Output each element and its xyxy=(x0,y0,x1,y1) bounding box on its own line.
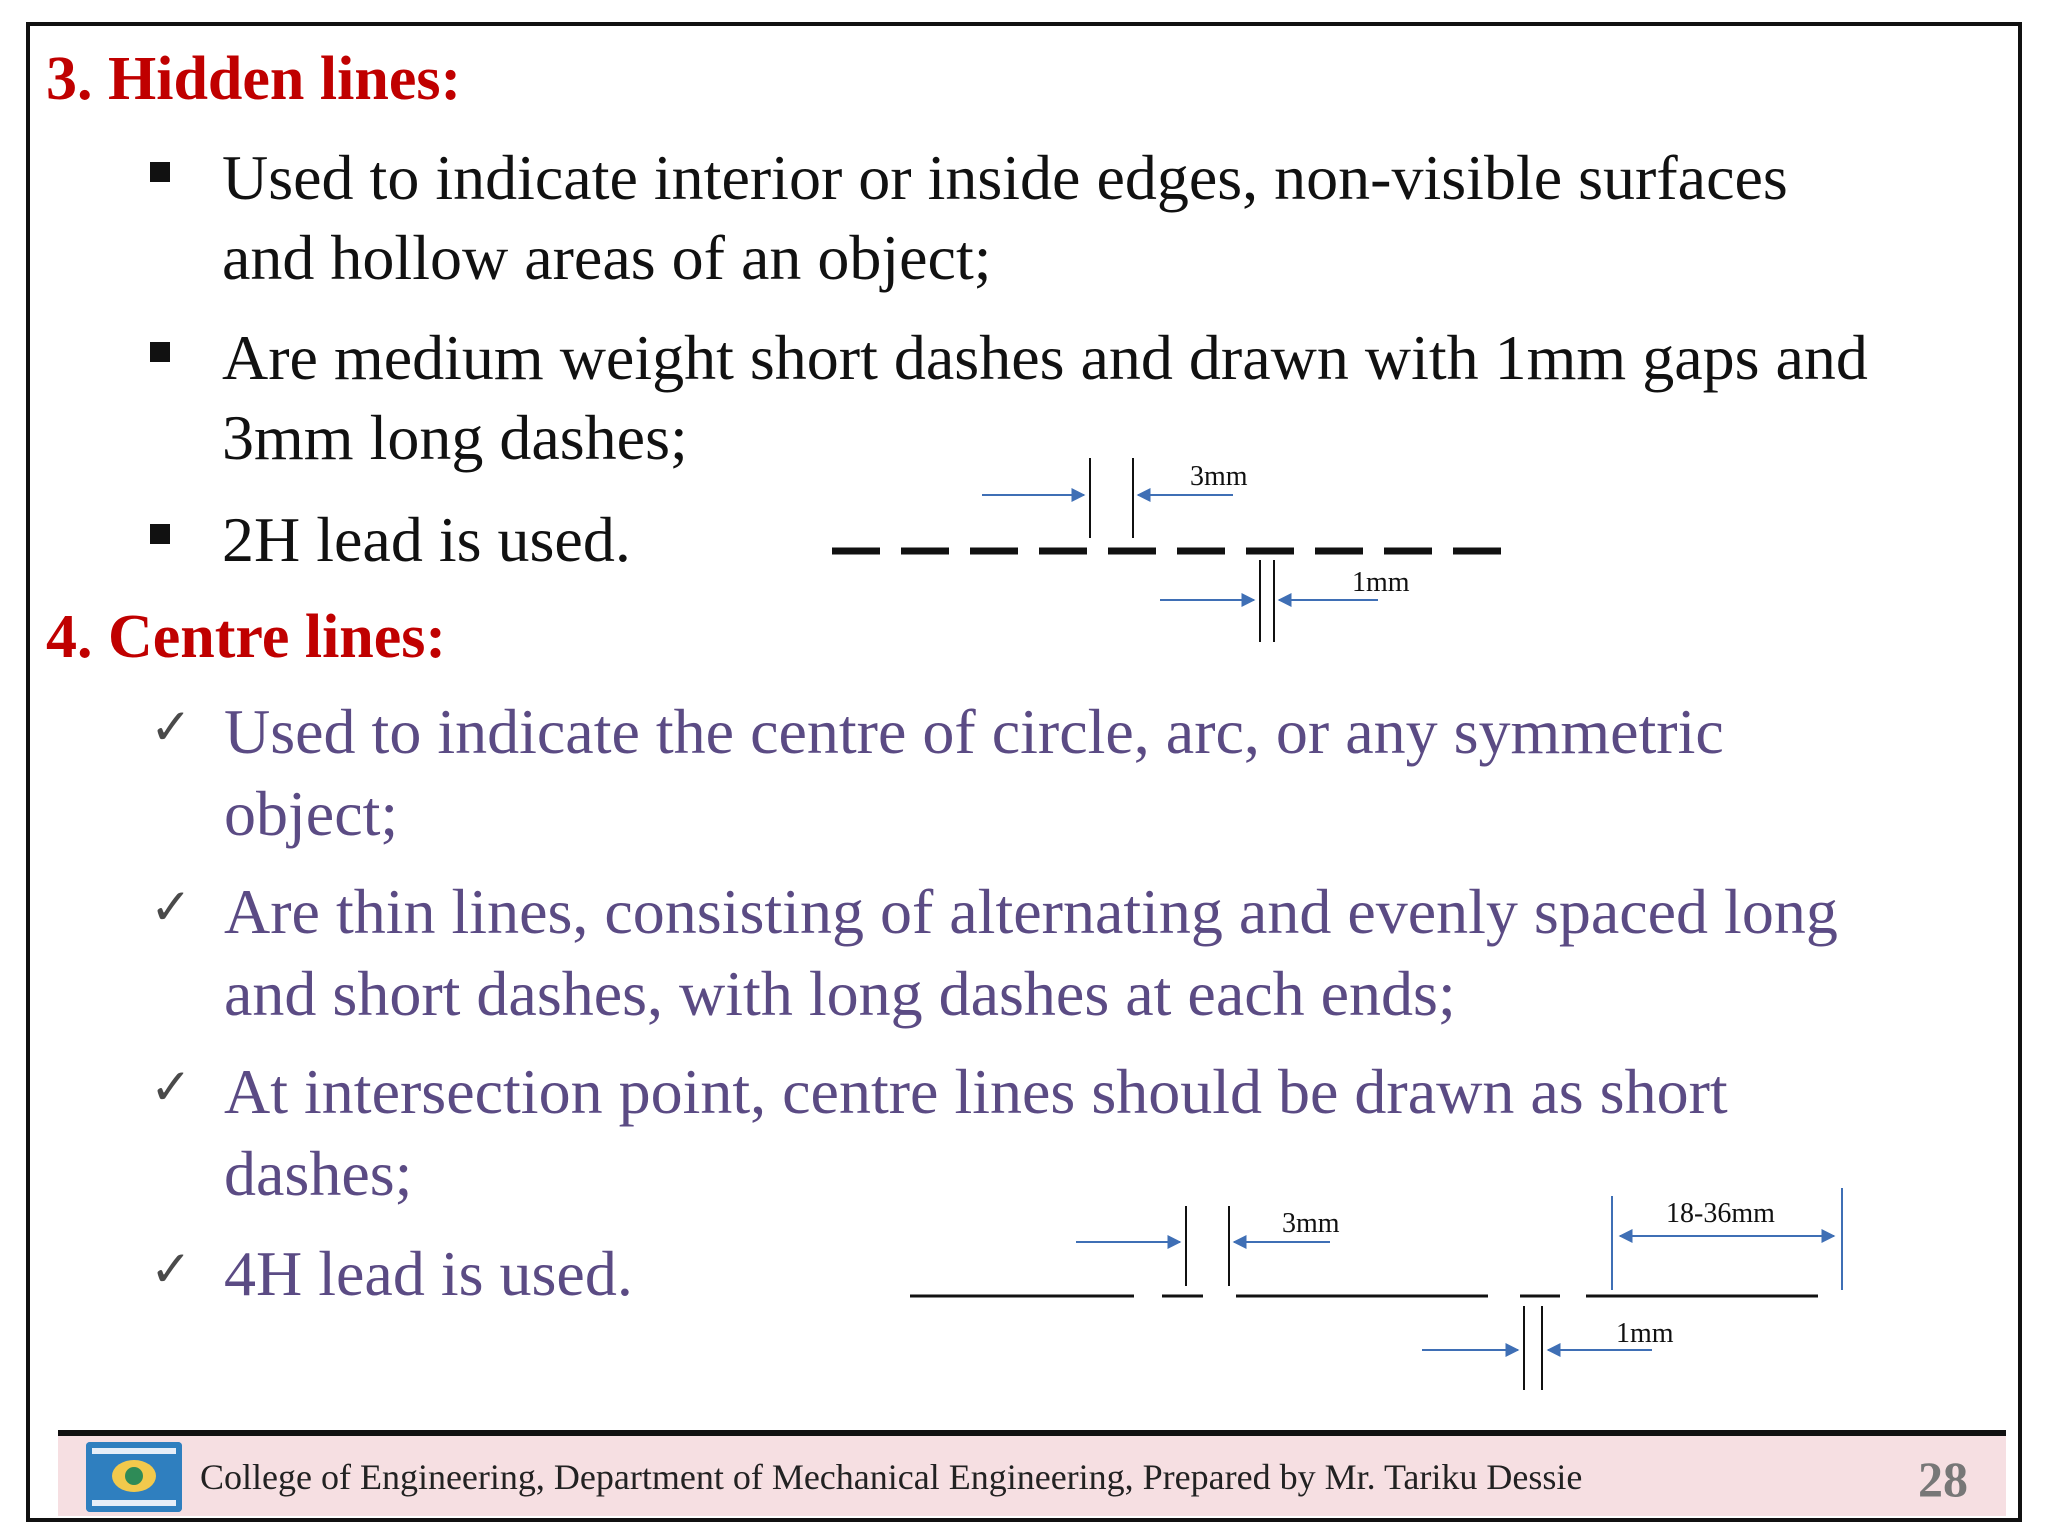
section4-bullet3-line2: dashes; xyxy=(224,1138,413,1209)
section3-heading: 3. Hidden lines: xyxy=(46,45,462,113)
section4-bullet2-line1: Are thin lines, consisting of alternating and evenly spaced long xyxy=(224,876,1838,947)
centre-line-diagram xyxy=(910,1188,1842,1390)
section3-bullet3-line1: 2H lead is used. xyxy=(222,504,631,575)
section4-bullet3-line1: At intersection point, centre lines should be drawn as short xyxy=(224,1056,1728,1127)
section4-bullet4-line1: 4H lead is used. xyxy=(224,1238,633,1309)
section4-heading: 4. Centre lines: xyxy=(46,603,447,671)
footer-text: College of Engineering, Department of Mechanical Engineering, Prepared by Mr. Tariku Dessie xyxy=(200,1457,1583,1497)
page-number: 28 xyxy=(1918,1451,1968,1507)
check-icon: ✓ xyxy=(150,698,192,756)
section3-bullet1-line2: and hollow areas of an object; xyxy=(222,222,992,293)
section3-bullet2-line2: 3mm long dashes; xyxy=(222,402,688,473)
hidden-line-diagram xyxy=(832,458,1501,642)
section3-bullet2-line1: Are medium weight short dashes and drawn with 1mm gaps and xyxy=(222,322,1868,393)
hidden-gap-label: 1mm xyxy=(1352,567,1410,598)
check-icon: ✓ xyxy=(150,1058,192,1116)
section3-bullet1-line1: Used to indicate interior or inside edges, non-visible surfaces xyxy=(222,142,1788,213)
check-icon: ✓ xyxy=(150,1240,192,1298)
section4-bullet1-line1: Used to indicate the centre of circle, arc, or any symmetric xyxy=(224,696,1724,767)
university-logo xyxy=(86,1442,182,1512)
hidden-dash-label: 3mm xyxy=(1190,461,1248,492)
section4-bullet2-line2: and short dashes, with long dashes at each ends; xyxy=(224,958,1456,1029)
centre-long-label: 18-36mm xyxy=(1666,1198,1775,1229)
centre-short-label: 3mm xyxy=(1282,1208,1340,1239)
university-logo-icon xyxy=(86,1442,182,1512)
check-icon: ✓ xyxy=(150,878,192,936)
section4-bullet1-line2: object; xyxy=(224,778,399,849)
centre-gap-label: 1mm xyxy=(1616,1318,1674,1349)
